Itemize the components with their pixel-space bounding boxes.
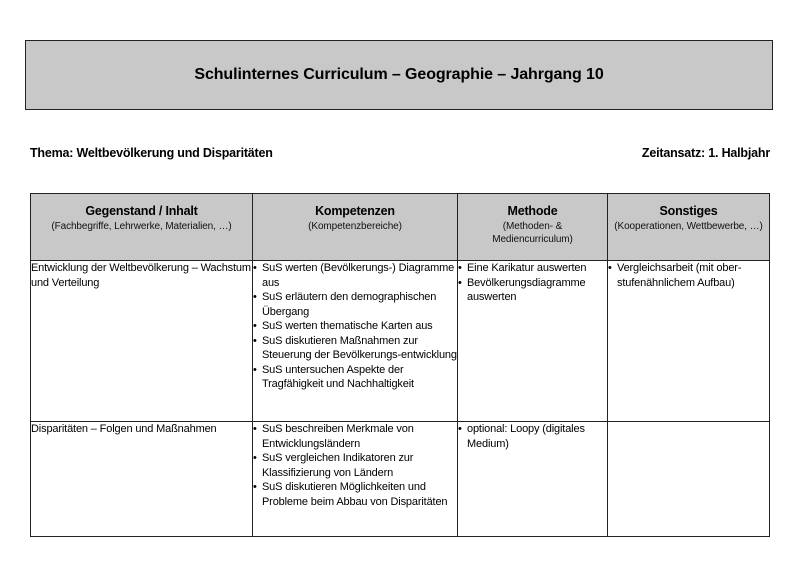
list-item: • SuS vergleichen Indikatoren zur Klassifizierung von Ländern [253, 451, 457, 480]
column-subtitle: (Kompetenzbereiche) [308, 221, 402, 232]
list-item: • Bevölkerungsdiagramme auswerten [458, 276, 607, 305]
topic-cell: Disparitäten – Folgen und Maßnahmen [31, 422, 253, 537]
list-item: • SuS diskutieren Möglichkeiten und Probleme beim Abbau von Disparitäten [253, 480, 457, 509]
other-cell [608, 261, 770, 422]
column-title: Kompetenzen [315, 204, 395, 218]
theme-row [30, 146, 770, 160]
topic-cell: Entwicklung der Weltbevölkerung – Wachstum und Verteilung [31, 261, 253, 422]
list-item: • SuS beschreiben Merkmale von Entwicklungsländern [253, 422, 457, 451]
document-title: Schulinternes Curriculum – Geographie – Jahrgang 10 [194, 66, 604, 83]
document-header [25, 40, 773, 110]
methods-cell [458, 261, 608, 422]
column-title: Sonstiges [659, 204, 718, 218]
table-row [31, 422, 770, 537]
theme-label: Thema: Weltbevölkerung und Disparitäten [30, 146, 273, 160]
list-item: • SuS werten thematische Karten aus [253, 319, 457, 334]
column-subtitle: (Fachbegriffe, Lehrwerke, Materialien, …) [51, 221, 232, 232]
list-item: • SuS werten (Bevölkerungs-) Diagramme aus [253, 261, 457, 290]
column-header-content [31, 194, 253, 261]
competencies-cell [253, 422, 458, 537]
column-title: Gegenstand / Inhalt [85, 204, 198, 218]
methods-cell [458, 422, 608, 537]
curriculum-table [30, 193, 770, 537]
list-item: • optional: Loopy (digitales Medium) [458, 422, 607, 451]
table-row [31, 261, 770, 422]
column-title: Methode [507, 204, 558, 218]
list-item: • SuS diskutieren Maßnahmen zur Steuerung der Bevölkerungs-entwicklung [253, 334, 457, 363]
column-header-competencies [253, 194, 458, 261]
list-item: • Eine Karikatur auswerten [458, 261, 607, 276]
list-item: • SuS untersuchen Aspekte der Tragfähigkeit und Nachhaltigkeit [253, 363, 457, 392]
column-subtitle: (Kooperationen, Wettbewerbe, …) [614, 221, 763, 232]
time-allocation: Zeitansatz: 1. Halbjahr [641, 146, 770, 160]
column-header-methods [458, 194, 608, 261]
competencies-cell [253, 261, 458, 422]
list-item: • Vergleichsarbeit (mit ober-stufenähnlichem Aufbau) [608, 261, 769, 290]
table-header-row [31, 194, 770, 261]
column-header-other [608, 194, 770, 261]
column-subtitle: (Methoden- & Mediencurriculum) [492, 221, 573, 245]
list-item: • SuS erläutern den demographischen Übergang [253, 290, 457, 319]
other-cell [608, 422, 770, 537]
